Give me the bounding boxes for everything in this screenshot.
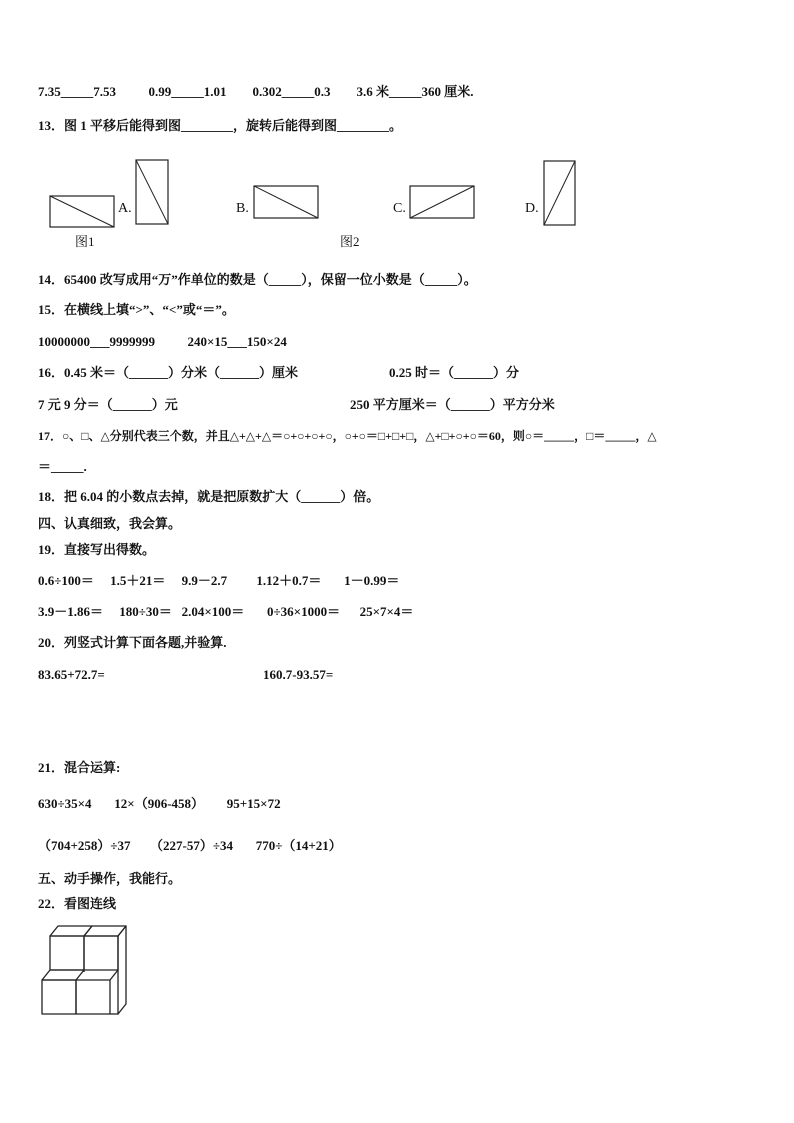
q14-question: 14．65400 改写成用“万”作单位的数是（_____），保留一位小数是（_____）。 (38, 272, 477, 287)
option-c-shape (410, 186, 474, 218)
option-d-shape (544, 161, 575, 225)
q16-row2-left: 7 元 9 分＝（______）元 (38, 397, 178, 412)
figure-1-shape (50, 196, 114, 227)
option-c-label: C. (393, 201, 406, 216)
q20-title: 20．列竖式计算下面各题,并验算. (38, 635, 227, 650)
q17-line2: ＝_____. (38, 459, 87, 474)
option-a-shape (136, 160, 168, 224)
q13-figures (0, 0, 794, 260)
q13-question: 13．图 1 平移后能得到图________，旋转后能得到图________。 (38, 118, 403, 133)
section-4-heading: 四、认真细致，我会算。 (38, 516, 182, 531)
q16-row1-right: 0.25 时＝（______）分 (389, 365, 520, 380)
q21-row1: 630÷35×4 12×（906-458） 95+15×72 (38, 796, 281, 811)
q19-row2: 3.9－1.86＝ 180÷30＝ 2.04×100＝ 0÷36×1000＝ 25×7×4＝ (38, 604, 414, 619)
q16-row1-left: 16．0.45 米＝（______）分米（______）厘米 (38, 365, 299, 380)
q21-row2: （704+258）÷37 （227-57）÷34 770÷（14+21） (38, 838, 342, 853)
q16-row2-right: 250 平方厘米＝（______）平方分米 (350, 397, 555, 412)
q19-title: 19．直接写出得数。 (38, 542, 156, 557)
q20-right: 160.7-93.57= (263, 667, 334, 682)
q21-title: 21．混合运算: (38, 760, 121, 775)
option-b-label: B. (236, 201, 249, 216)
option-b-shape (254, 186, 318, 218)
q17-line1: 17．○、□、△分别代表三个数，并且△+△+△＝○+○+○+○，○+○＝□+□+□，△+□+○+○＝60，则○＝_____，□＝_____，△ (38, 429, 657, 443)
option-d-label: D. (525, 201, 539, 216)
section-5-heading: 五、动手操作，我能行。 (38, 871, 182, 886)
q12-compare-row: 7.35_____7.53 0.99_____1.01 0.302_____0.3 3.6 米_____360 厘米. (38, 84, 474, 99)
q19-row1: 0.6÷100＝ 1.5＋21＝ 9.9－2.7 1.12＋0.7＝ 1－0.99＝ (38, 573, 400, 588)
figure-1-caption: 图1 (75, 234, 95, 249)
q15-title: 15．在横线上填“>”、“<”或“＝”。 (38, 302, 235, 317)
q15-items: 10000000___9999999 240×15___150×24 (38, 334, 287, 349)
q18-question: 18．把 6.04 的小数点去掉，就是把原数扩大（______）倍。 (38, 489, 380, 504)
q22-title: 22．看图连线 (38, 896, 117, 911)
q20-left: 83.65+72.7= (38, 667, 105, 682)
cube-stack-figure (38, 920, 138, 1020)
figure-2-caption: 图2 (340, 234, 360, 249)
option-a-label: A. (118, 201, 132, 216)
